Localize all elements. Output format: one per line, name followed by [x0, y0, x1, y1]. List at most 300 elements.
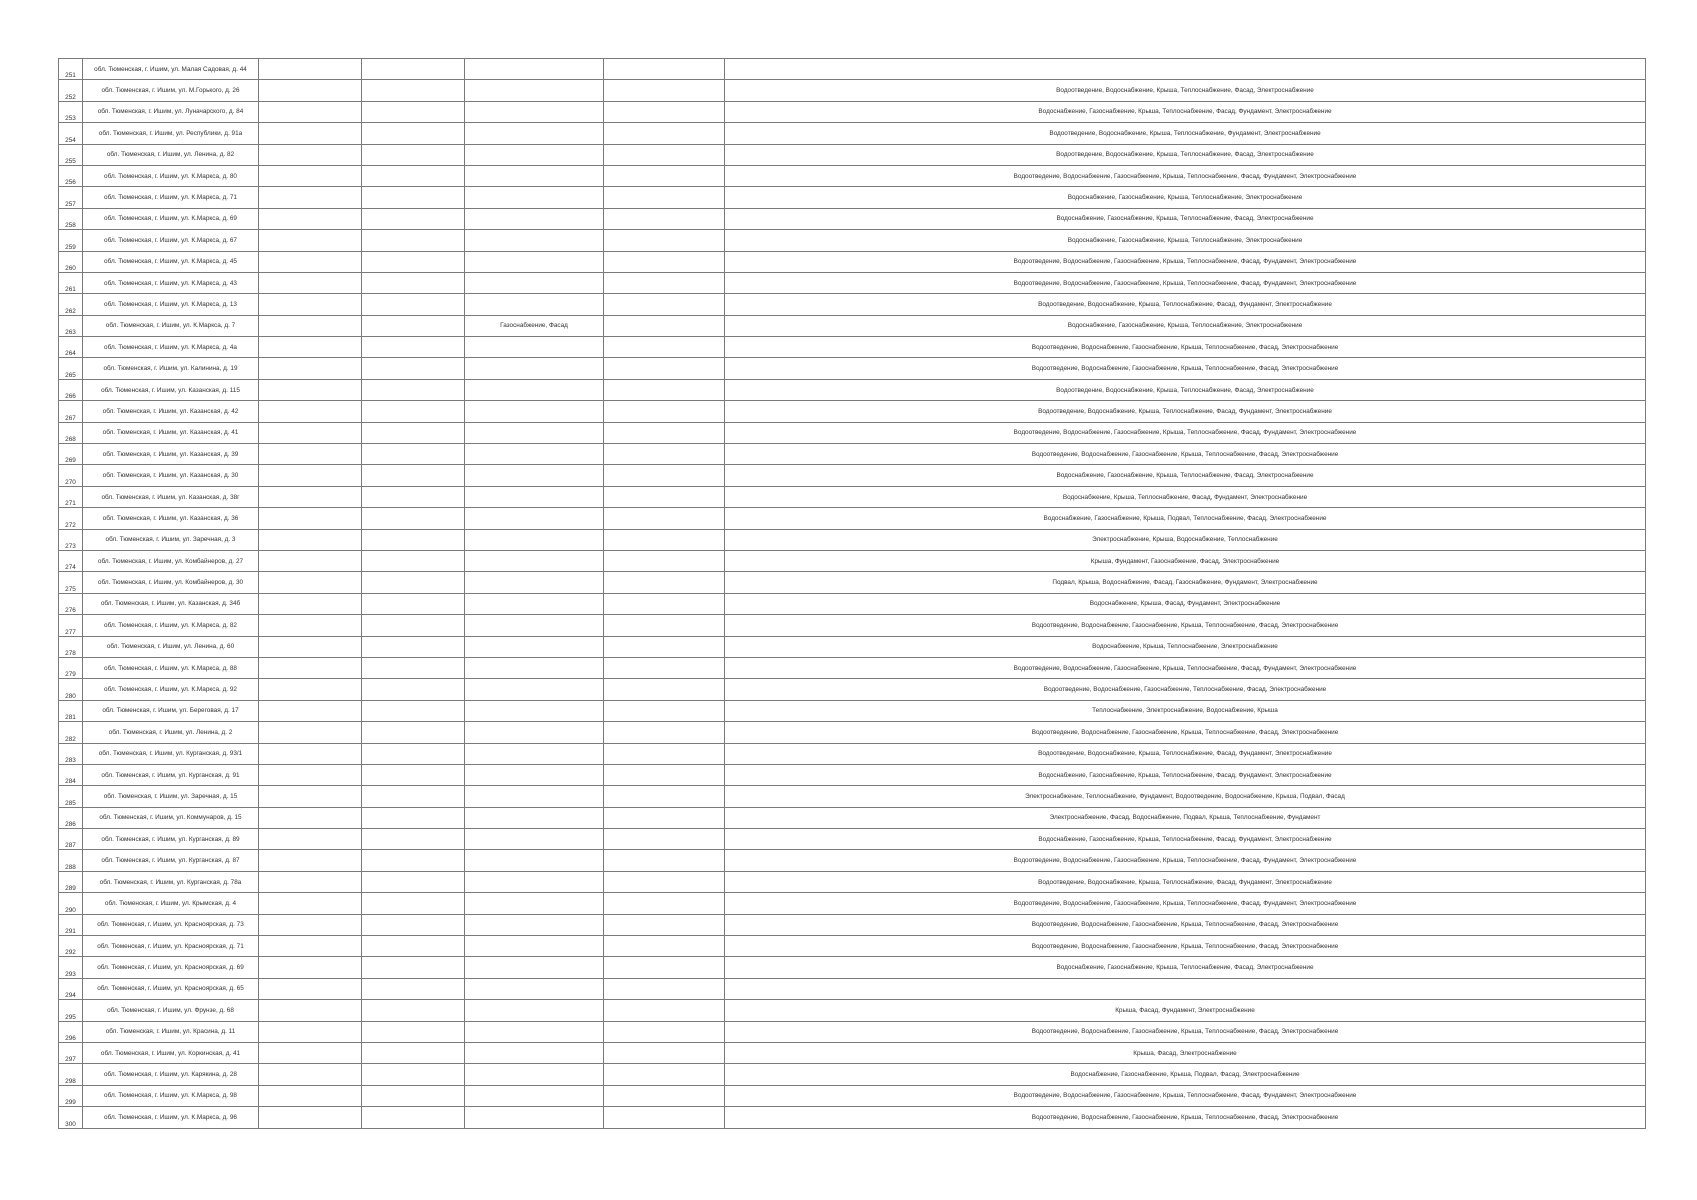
empty-cell	[259, 978, 362, 999]
empty-cell	[362, 550, 465, 571]
table-row	[59, 957, 1646, 978]
empty-cell	[604, 486, 725, 507]
work-types-cell	[465, 550, 604, 571]
work-types-cell	[465, 957, 604, 978]
address-cell: обл. Тюменская, г. Ишим, ул. Казанская, д. 115	[83, 379, 259, 400]
row-number: 278	[59, 636, 83, 657]
row-number: 267	[59, 401, 83, 422]
address-cell: обл. Тюменская, г. Ишим, ул. К.Маркса, д. 43	[83, 272, 259, 293]
empty-cell	[604, 636, 725, 657]
empty-cell	[362, 850, 465, 871]
planned-works-cell: Водоснабжение, Газоснабжение, Крыша, Подвал, Теплоснабжение, Фасад, Электроснабжение	[725, 508, 1646, 529]
work-types-cell	[465, 508, 604, 529]
address-cell: обл. Тюменская, г. Ишим, ул. Заречная, д. 15	[83, 786, 259, 807]
row-number: 279	[59, 657, 83, 678]
planned-works-cell: Водоотведение, Водоснабжение, Газоснабжение, Крыша, Теплоснабжение, Фасад, Электроснабжение	[725, 1021, 1646, 1042]
work-types-cell	[465, 700, 604, 721]
address-cell: обл. Тюменская, г. Ишим, ул. Курганская, д. 87	[83, 850, 259, 871]
empty-cell	[259, 786, 362, 807]
address-cell: обл. Тюменская, г. Ишим, ул. Курганская, д. 89	[83, 829, 259, 850]
planned-works-cell: Водоснабжение, Газоснабжение, Крыша, Теплоснабжение, Фасад, Электроснабжение	[725, 208, 1646, 229]
empty-cell	[362, 914, 465, 935]
empty-cell	[604, 550, 725, 571]
planned-works-cell: Водоотведение, Водоснабжение, Газоснабжение, Крыша, Теплоснабжение, Фасад, Электроснабжение	[725, 936, 1646, 957]
empty-cell	[604, 379, 725, 400]
work-types-cell	[465, 679, 604, 700]
empty-cell	[259, 807, 362, 828]
address-cell: обл. Тюменская, г. Ишим, ул. Крымская, д. 4	[83, 893, 259, 914]
table-row	[59, 1042, 1646, 1063]
planned-works-cell: Водоотведение, Водоснабжение, Крыша, Теплоснабжение, Фасад, Фундамент, Электроснабжение	[725, 401, 1646, 422]
table-row	[59, 550, 1646, 571]
empty-cell	[362, 679, 465, 700]
table-row	[59, 187, 1646, 208]
empty-cell	[259, 187, 362, 208]
address-cell: обл. Тюменская, г. Ишим, ул. Курганская, д. 78а	[83, 871, 259, 892]
planned-works-cell: Водоснабжение, Крыша, Теплоснабжение, Электроснабжение	[725, 636, 1646, 657]
table-row	[59, 272, 1646, 293]
address-cell: обл. Тюменская, г. Ишим, ул. Коркинская, д. 41	[83, 1042, 259, 1063]
row-number: 290	[59, 893, 83, 914]
planned-works-cell: Водоотведение, Водоснабжение, Крыша, Теплоснабжение, Фундамент, Электроснабжение	[725, 123, 1646, 144]
row-number: 295	[59, 1000, 83, 1021]
empty-cell	[604, 294, 725, 315]
empty-cell	[604, 893, 725, 914]
empty-cell	[362, 251, 465, 272]
table-row	[59, 978, 1646, 999]
table-row	[59, 572, 1646, 593]
table-row	[59, 636, 1646, 657]
row-number: 291	[59, 914, 83, 935]
table-row	[59, 401, 1646, 422]
empty-cell	[259, 1021, 362, 1042]
empty-cell	[259, 358, 362, 379]
empty-cell	[604, 657, 725, 678]
table-row	[59, 829, 1646, 850]
empty-cell	[604, 358, 725, 379]
empty-cell	[259, 508, 362, 529]
empty-cell	[362, 187, 465, 208]
empty-cell	[362, 272, 465, 293]
planned-works-cell: Подвал, Крыша, Водоснабжение, Фасад, Газоснабжение, Фундамент, Электроснабжение	[725, 572, 1646, 593]
empty-cell	[604, 743, 725, 764]
address-cell: обл. Тюменская, г. Ишим, ул. Коммунаров, д. 15	[83, 807, 259, 828]
planned-works-cell: Водоотведение, Водоснабжение, Газоснабжение, Крыша, Теплоснабжение, Фасад, Фундамент, Электроснабжение	[725, 165, 1646, 186]
planned-works-cell: Электроснабжение, Фасад, Водоснабжение, Подвал, Крыша, Теплоснабжение, Фундамент	[725, 807, 1646, 828]
empty-cell	[259, 850, 362, 871]
empty-cell	[362, 978, 465, 999]
empty-cell	[362, 59, 465, 80]
empty-cell	[259, 550, 362, 571]
buildings-table	[58, 58, 1646, 1129]
empty-cell	[259, 80, 362, 101]
table-row	[59, 358, 1646, 379]
empty-cell	[604, 764, 725, 785]
empty-cell	[362, 379, 465, 400]
work-types-cell	[465, 337, 604, 358]
empty-cell	[604, 829, 725, 850]
address-cell: обл. Тюменская, г. Ишим, ул. К.Маркса, д. 92	[83, 679, 259, 700]
work-types-cell	[465, 807, 604, 828]
planned-works-cell: Крыша, Фундамент, Газоснабжение, Фасад, Электроснабжение	[725, 550, 1646, 571]
work-types-cell	[465, 165, 604, 186]
row-number: 264	[59, 337, 83, 358]
address-cell: обл. Тюменская, г. Ишим, ул. М.Горького, д. 26	[83, 80, 259, 101]
address-cell: обл. Тюменская, г. Ишим, ул. К.Маркса, д. 80	[83, 165, 259, 186]
row-number: 285	[59, 786, 83, 807]
planned-works-cell: Водоотведение, Водоснабжение, Крыша, Теплоснабжение, Фасад, Электроснабжение	[725, 144, 1646, 165]
row-number: 270	[59, 465, 83, 486]
planned-works-cell: Водоотведение, Водоснабжение, Газоснабжение, Крыша, Теплоснабжение, Фасад, Фундамент, Электроснабжение	[725, 893, 1646, 914]
row-number: 282	[59, 722, 83, 743]
work-types-cell	[465, 1042, 604, 1063]
planned-works-cell: Водоотведение, Водоснабжение, Газоснабжение, Крыша, Теплоснабжение, Фасад, Электроснабжение	[725, 722, 1646, 743]
work-types-cell	[465, 1000, 604, 1021]
table-row	[59, 1085, 1646, 1106]
table-row	[59, 251, 1646, 272]
row-number: 274	[59, 550, 83, 571]
work-types-cell	[465, 80, 604, 101]
empty-cell	[604, 1107, 725, 1128]
address-cell: обл. Тюменская, г. Ишим, ул. К.Маркса, д. 67	[83, 230, 259, 251]
work-types-cell	[465, 572, 604, 593]
empty-cell	[604, 1042, 725, 1063]
empty-cell	[362, 829, 465, 850]
table-row	[59, 1021, 1646, 1042]
table-row	[59, 893, 1646, 914]
row-number: 272	[59, 508, 83, 529]
work-types-cell	[465, 251, 604, 272]
address-cell: обл. Тюменская, г. Ишим, ул. К.Маркса, д. 98	[83, 1085, 259, 1106]
work-types-cell	[465, 486, 604, 507]
work-types-cell	[465, 465, 604, 486]
work-types-cell	[465, 401, 604, 422]
table-row	[59, 593, 1646, 614]
row-number: 255	[59, 144, 83, 165]
address-cell: обл. Тюменская, г. Ишим, ул. Красноярская, д. 65	[83, 978, 259, 999]
empty-cell	[259, 679, 362, 700]
empty-cell	[362, 871, 465, 892]
empty-cell	[259, 936, 362, 957]
planned-works-cell: Водоснабжение, Газоснабжение, Крыша, Теплоснабжение, Электроснабжение	[725, 315, 1646, 336]
work-types-cell	[465, 272, 604, 293]
planned-works-cell: Водоотведение, Водоснабжение, Газоснабжение, Крыша, Теплоснабжение, Фасад, Электроснабжение	[725, 914, 1646, 935]
empty-cell	[604, 1064, 725, 1085]
empty-cell	[362, 657, 465, 678]
empty-cell	[259, 315, 362, 336]
empty-cell	[604, 422, 725, 443]
empty-cell	[362, 165, 465, 186]
work-types-cell	[465, 422, 604, 443]
work-types-cell	[465, 101, 604, 122]
empty-cell	[604, 957, 725, 978]
empty-cell	[259, 251, 362, 272]
row-number: 293	[59, 957, 83, 978]
planned-works-cell: Водоотведение, Водоснабжение, Газоснабжение, Крыша, Теплоснабжение, Фасад, Фундамент, Электроснабжение	[725, 272, 1646, 293]
row-number: 261	[59, 272, 83, 293]
empty-cell	[362, 636, 465, 657]
planned-works-cell: Водоотведение, Водоснабжение, Газоснабжение, Крыша, Теплоснабжение, Фасад, Фундамент, Электроснабжение	[725, 657, 1646, 678]
planned-works-cell: Водоснабжение, Газоснабжение, Крыша, Теплоснабжение, Фасад, Фундамент, Электроснабжение	[725, 829, 1646, 850]
row-number: 284	[59, 764, 83, 785]
empty-cell	[362, 486, 465, 507]
row-number: 260	[59, 251, 83, 272]
empty-cell	[604, 80, 725, 101]
table-row	[59, 1000, 1646, 1021]
empty-cell	[362, 80, 465, 101]
address-cell: обл. Тюменская, г. Ишим, ул. Комбайнеров, д. 30	[83, 572, 259, 593]
empty-cell	[259, 1107, 362, 1128]
empty-cell	[259, 401, 362, 422]
empty-cell	[362, 743, 465, 764]
empty-cell	[362, 615, 465, 636]
address-cell: обл. Тюменская, г. Ишим, ул. К.Маркса, д. 7	[83, 315, 259, 336]
address-cell: обл. Тюменская, г. Ишим, ул. Казанская, д. 30	[83, 465, 259, 486]
work-types-cell	[465, 208, 604, 229]
work-types-cell	[465, 1107, 604, 1128]
row-number: 283	[59, 743, 83, 764]
work-types-cell	[465, 871, 604, 892]
empty-cell	[259, 829, 362, 850]
address-cell: обл. Тюменская, г. Ишим, ул. Ленина, д. 82	[83, 144, 259, 165]
address-cell: обл. Тюменская, г. Ишим, ул. Казанская, д. 36	[83, 508, 259, 529]
empty-cell	[259, 1042, 362, 1063]
planned-works-cell: Водоотведение, Водоснабжение, Газоснабжение, Крыша, Теплоснабжение, Фасад, Электроснабжение	[725, 444, 1646, 465]
planned-works-cell: Водоотведение, Водоснабжение, Крыша, Теплоснабжение, Фасад, Электроснабжение	[725, 80, 1646, 101]
empty-cell	[259, 636, 362, 657]
table-row	[59, 914, 1646, 935]
table-row	[59, 144, 1646, 165]
empty-cell	[604, 144, 725, 165]
empty-cell	[604, 401, 725, 422]
planned-works-cell: Водоснабжение, Газоснабжение, Крыша, Теплоснабжение, Электроснабжение	[725, 230, 1646, 251]
planned-works-cell: Водоотведение, Водоснабжение, Газоснабжение, Крыша, Теплоснабжение, Фасад, Электроснабжение	[725, 358, 1646, 379]
table-row	[59, 444, 1646, 465]
empty-cell	[259, 593, 362, 614]
planned-works-cell: Электроснабжение, Крыша, Водоснабжение, Теплоснабжение	[725, 529, 1646, 550]
empty-cell	[604, 59, 725, 80]
table-row	[59, 529, 1646, 550]
planned-works-cell: Водоснабжение, Газоснабжение, Крыша, Теплоснабжение, Фасад, Фундамент, Электроснабжение	[725, 764, 1646, 785]
empty-cell	[604, 272, 725, 293]
table-row	[59, 486, 1646, 507]
empty-cell	[362, 123, 465, 144]
work-types-cell	[465, 743, 604, 764]
empty-cell	[604, 679, 725, 700]
table-row	[59, 165, 1646, 186]
table-row	[59, 80, 1646, 101]
planned-works-cell: Водоотведение, Водоснабжение, Крыша, Теплоснабжение, Фасад, Фундамент, Электроснабжение	[725, 871, 1646, 892]
row-number: 263	[59, 315, 83, 336]
empty-cell	[362, 786, 465, 807]
empty-cell	[604, 978, 725, 999]
empty-cell	[604, 337, 725, 358]
empty-cell	[259, 337, 362, 358]
work-types-cell	[465, 1064, 604, 1085]
empty-cell	[362, 208, 465, 229]
empty-cell	[259, 572, 362, 593]
planned-works-cell: Водоснабжение, Газоснабжение, Крыша, Теплоснабжение, Фасад, Электроснабжение	[725, 465, 1646, 486]
table-row	[59, 764, 1646, 785]
address-cell: обл. Тюменская, г. Ишим, ул. К.Маркса, д. 4а	[83, 337, 259, 358]
address-cell: обл. Тюменская, г. Ишим, ул. К.Маркса, д. 45	[83, 251, 259, 272]
empty-cell	[362, 465, 465, 486]
empty-cell	[362, 1085, 465, 1106]
planned-works-cell	[725, 978, 1646, 999]
table-row	[59, 123, 1646, 144]
address-cell: обл. Тюменская, г. Ишим, ул. Красина, д. 11	[83, 1021, 259, 1042]
empty-cell	[604, 465, 725, 486]
row-number: 300	[59, 1107, 83, 1128]
row-number: 289	[59, 871, 83, 892]
empty-cell	[362, 1064, 465, 1085]
empty-cell	[259, 123, 362, 144]
empty-cell	[362, 230, 465, 251]
row-number: 297	[59, 1042, 83, 1063]
row-number: 275	[59, 572, 83, 593]
work-types-cell	[465, 786, 604, 807]
empty-cell	[604, 187, 725, 208]
empty-cell	[259, 230, 362, 251]
empty-cell	[259, 1085, 362, 1106]
row-number: 253	[59, 101, 83, 122]
address-cell: обл. Тюменская, г. Ишим, ул. К.Маркса, д. 69	[83, 208, 259, 229]
address-cell: обл. Тюменская, г. Ишим, ул. К.Маркса, д. 96	[83, 1107, 259, 1128]
empty-cell	[604, 529, 725, 550]
empty-cell	[259, 1000, 362, 1021]
planned-works-cell: Водоснабжение, Крыша, Фасад, Фундамент, Электроснабжение	[725, 593, 1646, 614]
address-cell: обл. Тюменская, г. Ишим, ул. Республики, д. 91а	[83, 123, 259, 144]
table-row	[59, 743, 1646, 764]
planned-works-cell: Водоотведение, Водоснабжение, Газоснабжение, Крыша, Теплоснабжение, Фасад, Электроснабжение	[725, 337, 1646, 358]
table-row	[59, 508, 1646, 529]
planned-works-cell: Водоснабжение, Газоснабжение, Крыша, Подвал, Фасад, Электроснабжение	[725, 1064, 1646, 1085]
row-number: 269	[59, 444, 83, 465]
work-types-cell	[465, 294, 604, 315]
empty-cell	[259, 165, 362, 186]
table-row	[59, 315, 1646, 336]
work-types-cell	[465, 230, 604, 251]
table-row	[59, 337, 1646, 358]
work-types-cell	[465, 722, 604, 743]
work-types-cell	[465, 636, 604, 657]
work-types-cell	[465, 1085, 604, 1106]
table-row	[59, 679, 1646, 700]
empty-cell	[259, 422, 362, 443]
empty-cell	[259, 764, 362, 785]
row-number: 286	[59, 807, 83, 828]
empty-cell	[604, 1085, 725, 1106]
empty-cell	[362, 101, 465, 122]
address-cell: обл. Тюменская, г. Ишим, ул. К.Маркса, д. 88	[83, 657, 259, 678]
table-row	[59, 850, 1646, 871]
work-types-cell	[465, 358, 604, 379]
empty-cell	[362, 529, 465, 550]
address-cell: обл. Тюменская, г. Ишим, ул. Карякина, д. 28	[83, 1064, 259, 1085]
work-types-cell	[465, 444, 604, 465]
empty-cell	[604, 722, 725, 743]
work-types-cell	[465, 1021, 604, 1042]
row-number: 277	[59, 615, 83, 636]
empty-cell	[362, 893, 465, 914]
planned-works-cell: Водоотведение, Водоснабжение, Газоснабжение, Теплоснабжение, Фасад, Электроснабжение	[725, 679, 1646, 700]
planned-works-cell: Крыша, Фасад, Фундамент, Электроснабжение	[725, 1000, 1646, 1021]
work-types-cell	[465, 615, 604, 636]
row-number: 287	[59, 829, 83, 850]
work-types-cell	[465, 593, 604, 614]
work-types-cell	[465, 850, 604, 871]
empty-cell	[604, 1000, 725, 1021]
planned-works-cell: Крыша, Фасад, Электроснабжение	[725, 1042, 1646, 1063]
row-number: 280	[59, 679, 83, 700]
empty-cell	[604, 593, 725, 614]
row-number: 252	[59, 80, 83, 101]
empty-cell	[604, 914, 725, 935]
row-number: 281	[59, 700, 83, 721]
empty-cell	[259, 743, 362, 764]
work-types-cell	[465, 123, 604, 144]
empty-cell	[259, 893, 362, 914]
planned-works-cell	[725, 59, 1646, 80]
empty-cell	[362, 700, 465, 721]
empty-cell	[362, 807, 465, 828]
address-cell: обл. Тюменская, г. Ишим, ул. Казанская, д. 39	[83, 444, 259, 465]
table-row	[59, 786, 1646, 807]
row-number: 265	[59, 358, 83, 379]
row-number: 257	[59, 187, 83, 208]
address-cell: обл. Тюменская, г. Ишим, ул. К.Маркса, д. 82	[83, 615, 259, 636]
work-types-cell	[465, 893, 604, 914]
empty-cell	[604, 208, 725, 229]
address-cell: обл. Тюменская, г. Ишим, ул. Береговая, д. 17	[83, 700, 259, 721]
empty-cell	[362, 1107, 465, 1128]
row-number: 268	[59, 422, 83, 443]
address-cell: обл. Тюменская, г. Ишим, ул. Красноярская, д. 71	[83, 936, 259, 957]
address-cell: обл. Тюменская, г. Ишим, ул. Заречная, д. 3	[83, 529, 259, 550]
row-number: 254	[59, 123, 83, 144]
work-types-cell	[465, 829, 604, 850]
address-cell: обл. Тюменская, г. Ишим, ул. Ленина, д. 2	[83, 722, 259, 743]
table-row	[59, 208, 1646, 229]
empty-cell	[604, 101, 725, 122]
empty-cell	[259, 914, 362, 935]
table-row	[59, 700, 1646, 721]
empty-cell	[362, 722, 465, 743]
empty-cell	[604, 807, 725, 828]
address-cell: обл. Тюменская, г. Ишим, ул. Казанская, д. 41	[83, 422, 259, 443]
address-cell: обл. Тюменская, г. Ишим, ул. К.Маркса, д. 13	[83, 294, 259, 315]
empty-cell	[362, 572, 465, 593]
empty-cell	[604, 871, 725, 892]
empty-cell	[362, 294, 465, 315]
empty-cell	[259, 1064, 362, 1085]
address-cell: обл. Тюменская, г. Ишим, ул. Курганская, д. 93/1	[83, 743, 259, 764]
table-row	[59, 59, 1646, 80]
planned-works-cell: Водоотведение, Водоснабжение, Крыша, Теплоснабжение, Фасад, Электроснабжение	[725, 379, 1646, 400]
empty-cell	[362, 337, 465, 358]
planned-works-cell: Водоотведение, Водоснабжение, Газоснабжение, Крыша, Теплоснабжение, Фасад, Фундамент, Электроснабжение	[725, 1085, 1646, 1106]
table-row	[59, 1064, 1646, 1085]
planned-works-cell: Водоотведение, Водоснабжение, Газоснабжение, Крыша, Теплоснабжение, Фасад, Фундамент, Электроснабжение	[725, 251, 1646, 272]
empty-cell	[362, 444, 465, 465]
empty-cell	[604, 936, 725, 957]
table-row	[59, 807, 1646, 828]
empty-cell	[259, 529, 362, 550]
empty-cell	[362, 358, 465, 379]
row-number: 256	[59, 165, 83, 186]
row-number: 276	[59, 593, 83, 614]
work-types-cell	[465, 144, 604, 165]
